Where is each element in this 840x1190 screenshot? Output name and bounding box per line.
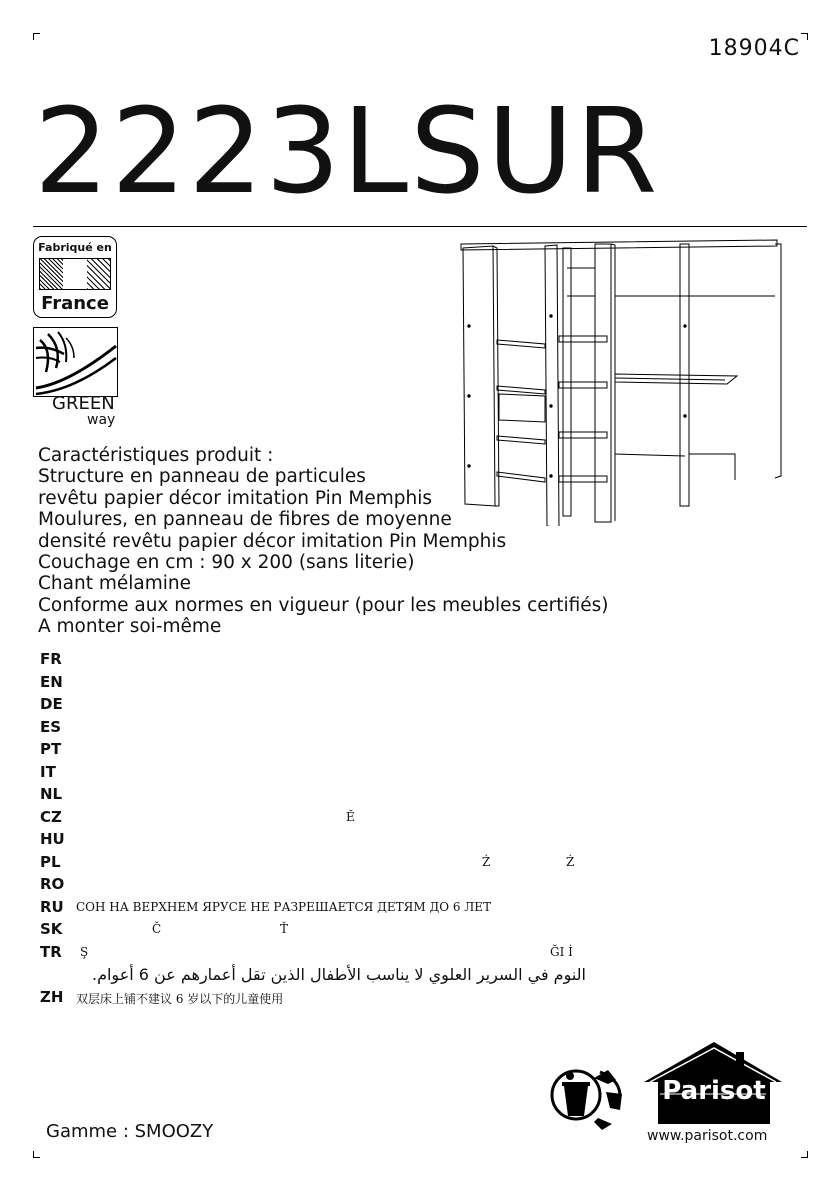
france-flag-icon [39,258,111,290]
lang-text: Ě [346,809,355,824]
lang-code: SK [40,920,63,938]
feature-line: revêtu papier décor imitation Pin Memphis [38,487,433,509]
lang-code: DE [40,695,63,713]
feature-line: Conforme aux normes en vigueur (pour les meubles certifiés) [38,594,609,616]
arabic-warning: النوم في السرير العلوي لا يناسب الأطفال الذين تقل أعمارهم عن 6 أعوام. [91,965,586,984]
lang-code: HU [40,830,65,848]
reference-code: 18904C [708,36,800,61]
made-in-france-badge [33,236,117,318]
lang-text: ĞI İ [550,944,573,959]
origin-top-label: Fabriqué en [38,241,112,254]
lang-code: EN [40,672,63,691]
leaf-globe-icon [34,328,117,396]
lang-text: СОН НА ВЕРХНЕМ ЯРУСЕ НЕ РАЗРЕШАЕТСЯ ДЕТЯМ ДО 6 ЛЕТ [76,899,492,914]
crop-mark-bottom-left [33,1151,40,1158]
lang-text: 双层床上铺不建议 6 岁以下的儿童使用 [76,992,284,1006]
lang-text: Ż [482,854,491,869]
loft-bed-illustration [455,236,810,526]
lang-code: NL [40,785,63,803]
lang-code: ES [40,717,62,736]
parisot-logo [640,1038,786,1130]
brand-name: Parisot [662,1076,766,1106]
lang-text: Ş [80,944,89,959]
crop-mark-top-right [801,33,808,40]
header-divider [33,226,807,227]
lang-text: Ť [280,922,289,936]
lang-code: TR [40,942,62,961]
feature-line: A monter soi-même [38,616,222,638]
lang-code: RU [40,897,64,916]
lang-code: CZ [40,807,62,826]
lang-code: FR [40,650,62,668]
crop-mark-top-left [33,33,40,40]
lang-code: ZH [40,988,64,1006]
feature-line: Structure en panneau de particules [38,466,366,488]
website-url: www.parisot.com [647,1128,768,1144]
lang-code: IT [40,762,56,781]
green-way-subtitle: way [87,412,116,428]
feature-line: Chant mélamine [38,573,191,595]
lang-text: Č [152,922,162,936]
lang-code: PL [40,852,61,871]
model-title: 2223LSUR [34,82,660,220]
crop-mark-bottom-right [801,1151,808,1158]
feature-line: Moulures, en panneau de fibres de moyenne [38,509,452,531]
recycling-bin-icon [550,1058,628,1132]
lang-code: PT [40,740,62,758]
origin-country-label: France [41,293,109,314]
lang-code: RO [40,875,65,893]
green-way-logo [33,327,118,397]
feature-line: Caractéristiques produit : [38,445,274,466]
feature-line: Couchage en cm : 90 x 200 (sans literie) [38,551,415,573]
lang-text: Ż [566,854,575,869]
feature-line: densité revêtu papier décor imitation Pin Memphis [38,530,507,552]
green-way-title: GREEN [52,393,115,414]
product-range: Gamme : SMOOZY [46,1121,214,1142]
